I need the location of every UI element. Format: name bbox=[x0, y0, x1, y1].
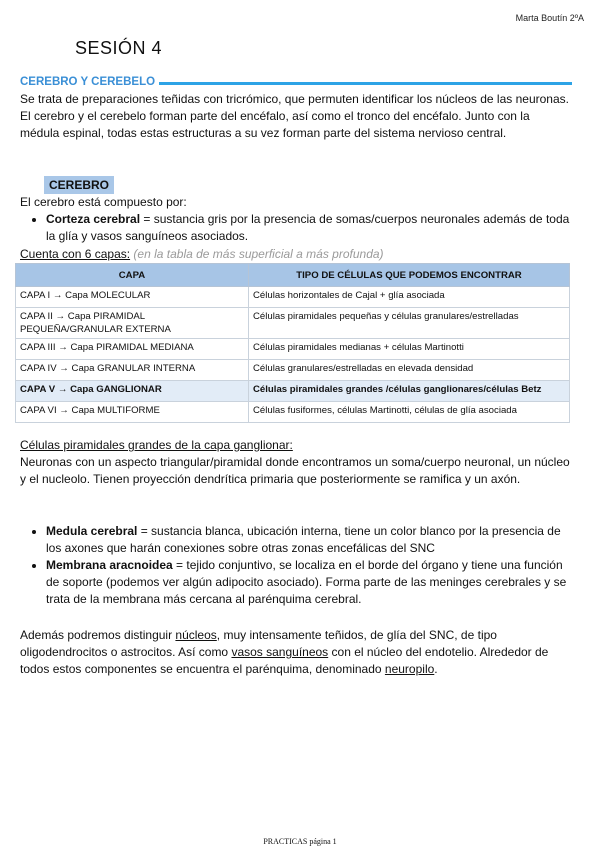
cerebro-composed-text: El cerebro está compuesto por: bbox=[20, 195, 187, 209]
list-item bbox=[46, 523, 572, 557]
piramidales-heading: Células piramidales grandes de la capa ganglionar: bbox=[20, 438, 293, 452]
nucleos-term: núcleos bbox=[175, 628, 217, 642]
page-title: SESIÓN 4 bbox=[75, 38, 163, 58]
capa-cell: CAPA I → Capa MOLECULAR bbox=[16, 287, 249, 308]
cerebro-block bbox=[20, 194, 572, 245]
capas-note: (en la tabla de más superficial a más profunda) bbox=[133, 247, 384, 261]
capa-cell: CAPA IV → Capa GRANULAR INTERNA bbox=[16, 360, 249, 381]
author-name: Marta Boutín 2ºA bbox=[515, 13, 584, 23]
tipo-cell: Células piramidales medianas + células Martinotti bbox=[249, 339, 570, 360]
table-header-row bbox=[16, 264, 570, 287]
medula-term: Medula cerebral bbox=[46, 524, 138, 538]
aracnoidea-text: = tejido conjuntivo, se localiza en el borde del órgano y tiene una función de soporte (podemos ver algún adipocito asociado). Forma parte de las meninges cerebrales y se trata de la membrana más cercana al parénquima cerebral. bbox=[46, 558, 567, 606]
capas-label: Cuenta con 6 capas: bbox=[20, 247, 131, 261]
piramidales-block bbox=[20, 437, 572, 488]
column-header-tipo: TIPO DE CÉLULAS QUE PODEMOS ENCONTRAR bbox=[249, 264, 570, 287]
bullets-block bbox=[20, 523, 572, 608]
table-row bbox=[16, 308, 570, 339]
table-row-highlighted bbox=[16, 381, 570, 402]
capa-cell: CAPA II → Capa PIRAMIDAL PEQUEÑA/GRANULAR EXTERNA bbox=[16, 308, 249, 339]
section-heading-label: CEREBRO Y CEREBELO bbox=[20, 76, 156, 88]
column-header-capa: CAPA bbox=[16, 264, 249, 287]
list-item bbox=[46, 557, 572, 608]
page-footer: PRACTICAS página 1 bbox=[263, 837, 337, 846]
intro-block bbox=[20, 91, 572, 142]
intro-paragraph-2: El cerebro y el cerebelo forman parte del encéfalo, así como el tronco del encéfalo. Junto con la médula espinal, todas estas estructuras a su vez forman parte del sistema nervioso central. bbox=[20, 109, 530, 140]
table-row bbox=[16, 402, 570, 423]
closing-part-3: con el núcleo del endotelio. Alrededor de todos estos componentes se encuentra el parénquima, denominado bbox=[20, 645, 549, 676]
structures-list bbox=[20, 523, 572, 608]
closing-part-2: , muy intensamente teñidos, de glía del SNC, de tipo oligodendrocitos o astrocitos. Así como bbox=[20, 628, 497, 659]
neuropilo-term: neuropilo bbox=[384, 662, 435, 676]
tipo-cell: Células piramidales pequeñas y células granulares/estrelladas bbox=[249, 308, 570, 339]
capa-cell: CAPA III → Capa PIRAMIDAL MEDIANA bbox=[16, 339, 249, 360]
cerebro-list bbox=[20, 211, 572, 245]
tipo-cell: Células piramidales grandes /células ganglionares/células Betz bbox=[249, 381, 570, 402]
table-row bbox=[16, 287, 570, 308]
closing-part-4: . bbox=[434, 662, 438, 676]
medula-text: = sustancia blanca, ubicación interna, tiene un color blanco por la presencia de los axones que harán conexiones sobre otras zonas encefálicas del SNC bbox=[46, 524, 561, 555]
capa-cell: CAPA V → Capa GANGLIONAR bbox=[16, 381, 249, 402]
closing-part-1: Además podremos distinguir bbox=[20, 628, 176, 642]
corteza-term: Corteza cerebral bbox=[46, 212, 141, 226]
corteza-text: = sustancia gris por la presencia de somas/cuerpos neuronales además de toda la glía y vasos sanguíneos asociados. bbox=[46, 212, 570, 243]
table-row bbox=[16, 339, 570, 360]
closing-paragraph bbox=[20, 627, 572, 678]
piramidales-text: Neuronas con un aspecto triangular/piramidal donde encontramos un soma/cuerpo neuronal, un núcleo y el nucleolo. Tienen proyección dendrítica primaria que posteriormente se ramifica y un axón. bbox=[20, 455, 570, 486]
list-item bbox=[46, 211, 572, 245]
tipo-cell: Células horizontales de Cajal + glía asociada bbox=[249, 287, 570, 308]
aracnoidea-term: Membrana aracnoidea bbox=[46, 558, 173, 572]
capas-caption bbox=[20, 246, 384, 262]
capa-cell: CAPA VI → Capa MULTIFORME bbox=[16, 402, 249, 423]
closing-text bbox=[20, 627, 572, 678]
tipo-cell: Células granulares/estrelladas en elevada densidad bbox=[249, 360, 570, 381]
vasos-term: vasos sanguíneos bbox=[231, 645, 329, 659]
intro-paragraph-1: Se trata de preparaciones teñidas con tricrómico, que permuten identificar los núcleos de las neuronas. bbox=[20, 92, 569, 106]
section-heading-rule bbox=[159, 82, 572, 85]
section-heading bbox=[20, 74, 572, 90]
tipo-cell: Células fusiformes, células Martinotti, células de glía asociada bbox=[249, 402, 570, 423]
table-row bbox=[16, 360, 570, 381]
capas-table bbox=[15, 263, 570, 423]
cerebro-tag: CEREBRO bbox=[44, 176, 114, 194]
